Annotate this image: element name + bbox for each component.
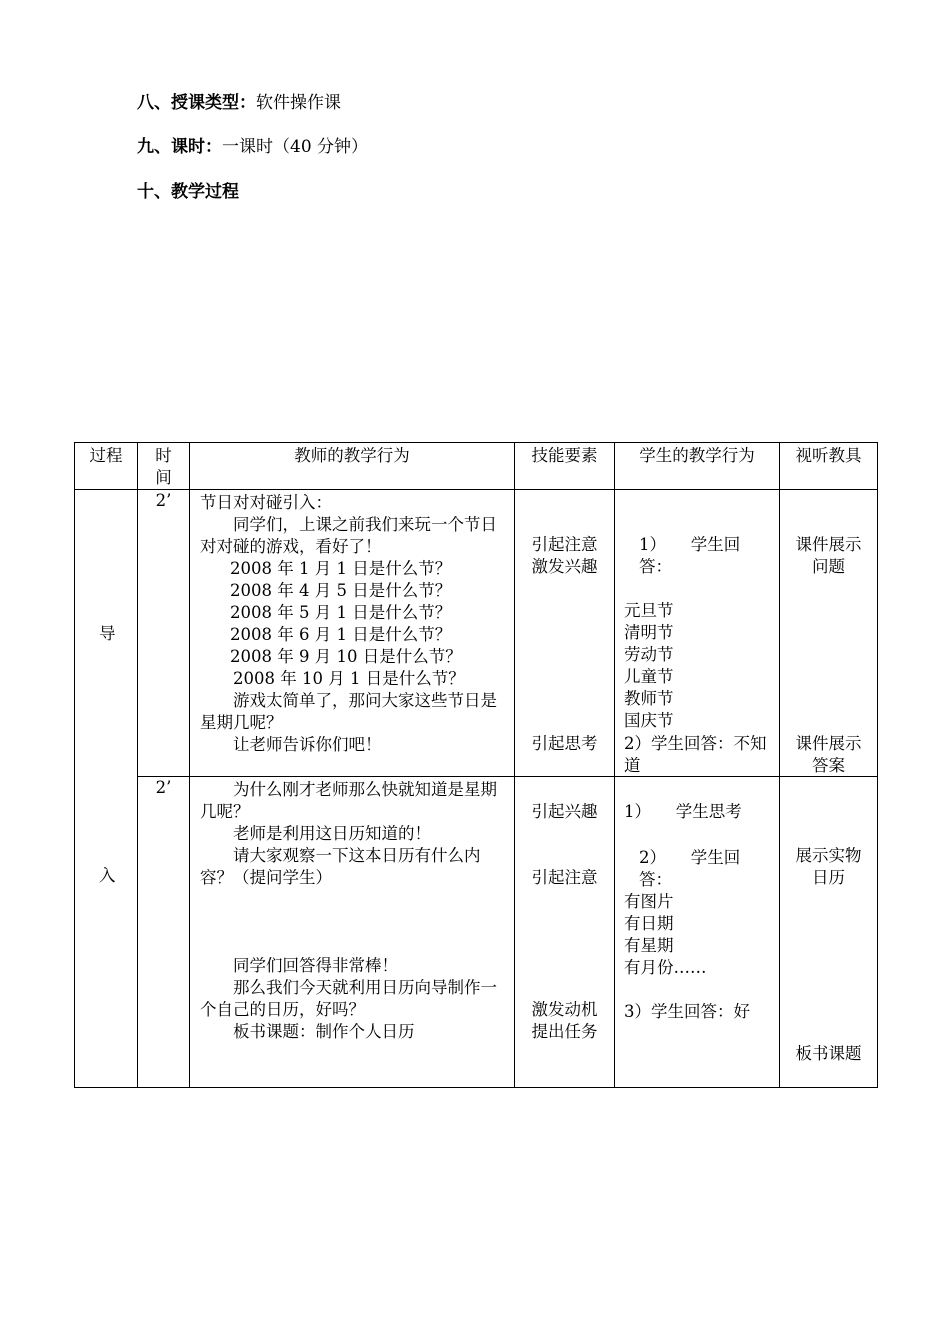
heading-label: 八、授课类型： xyxy=(137,93,256,113)
teacher-line: 让老师告诉你们吧！ xyxy=(233,735,382,754)
student-item: 2） 学生回答： xyxy=(639,848,741,889)
skill-item: 激发兴趣 xyxy=(531,557,598,576)
skill-item: 引起注意 xyxy=(531,868,598,887)
student-item: 1） 学生思考 xyxy=(624,802,742,821)
heading-value: 软件操作课 xyxy=(256,93,341,113)
teacher-line: 2008 年 9 月 10 日是什么节？ xyxy=(230,647,462,666)
teacher-cell xyxy=(190,490,515,777)
student-item: 劳动节 xyxy=(624,645,674,664)
student-item: 国庆节 xyxy=(624,711,674,730)
teacher-cell xyxy=(190,777,515,1088)
header-av-aids: 视听教具 xyxy=(780,443,878,490)
media-item: 课件展示答案 xyxy=(795,734,862,775)
teacher-line: 老师是利用这日历知道的！ xyxy=(233,824,431,843)
skill-item: 激发动机 xyxy=(531,1000,598,1019)
teacher-line: 2008 年 6 月 1 日是什么节？ xyxy=(230,625,452,644)
teacher-line: 那么我们今天就利用日历向导制作一个自己的日历，好吗？ xyxy=(200,978,497,1019)
table-row xyxy=(75,777,878,1088)
header-process: 过程 xyxy=(75,443,138,490)
heading-class-hours xyxy=(137,137,368,157)
teaching-process-table xyxy=(74,442,878,1088)
student-item: 元旦节 xyxy=(624,601,674,620)
skill-item: 引起兴趣 xyxy=(531,802,598,821)
skill-cell xyxy=(515,777,615,1088)
stage-cell xyxy=(75,490,138,1088)
media-cell xyxy=(780,490,878,777)
student-item: 有月份…… xyxy=(624,958,707,977)
media-cell xyxy=(780,777,878,1088)
teacher-line: 请大家观察一下这本日历有什么内容？（提问学生） xyxy=(200,846,481,887)
skill-item: 引起注意 xyxy=(531,535,598,554)
teacher-line: 同学们，上课之前我们来玩一个节日对对碰的游戏，看好了！ xyxy=(200,515,497,556)
teacher-line: 为什么刚才老师那么快就知道是星期几呢？ xyxy=(200,780,497,821)
header-skill-elements: 技能要素 xyxy=(515,443,615,490)
heading-lesson-type xyxy=(137,93,341,113)
skill-item: 提出任务 xyxy=(531,1022,598,1041)
header-time-text: 时间 xyxy=(155,446,172,487)
student-cell xyxy=(615,490,780,777)
time-cell: 2’ xyxy=(138,490,190,777)
teacher-line: 2008 年 5 月 1 日是什么节？ xyxy=(230,603,452,622)
media-item: 板书课题 xyxy=(795,1044,862,1063)
media-item: 展示实物日历 xyxy=(795,846,862,887)
media-item: 课件展示问题 xyxy=(795,535,862,576)
stage-label-top: 导 xyxy=(99,624,116,643)
student-item: 清明节 xyxy=(624,623,674,642)
student-cell xyxy=(615,777,780,1088)
heading-value: 一课时（40 分钟） xyxy=(222,137,369,157)
stage-label-bottom: 入 xyxy=(99,866,116,885)
teacher-line: 节日对对碰引入： xyxy=(200,493,332,512)
teacher-line: 板书课题：制作个人日历 xyxy=(233,1022,415,1041)
teacher-line: 2008 年 4 月 5 日是什么节？ xyxy=(230,581,452,600)
header-teacher-behavior: 教师的教学行为 xyxy=(190,443,515,490)
heading-teaching-process xyxy=(137,182,239,202)
heading-label: 十、教学过程 xyxy=(137,182,239,202)
teacher-line: 2008 年 10 月 1 日是什么节？ xyxy=(233,669,465,688)
student-item: 1） 学生回答： xyxy=(639,535,741,576)
student-item: 有图片 xyxy=(624,892,674,911)
student-item: 有日期 xyxy=(624,914,674,933)
heading-label: 九、课时： xyxy=(137,137,222,157)
student-item: 教师节 xyxy=(624,689,674,708)
teacher-line: 2008 年 1 月 1 日是什么节？ xyxy=(230,559,452,578)
student-item: 有星期 xyxy=(624,936,674,955)
skill-cell xyxy=(515,490,615,777)
teacher-line: 游戏太简单了，那问大家这些节日是星期几呢？ xyxy=(200,691,497,732)
time-cell: 2’ xyxy=(138,777,190,1088)
table-header-row xyxy=(75,443,878,490)
student-item: 2）学生回答：不知道 xyxy=(624,734,767,775)
header-time xyxy=(138,443,190,490)
student-item: 3）学生回答：好 xyxy=(624,1002,750,1021)
teacher-line: 同学们回答得非常棒！ xyxy=(233,956,398,975)
header-student-behavior: 学生的教学行为 xyxy=(615,443,780,490)
skill-item: 引起思考 xyxy=(531,734,598,753)
table-row xyxy=(75,490,878,777)
student-item: 儿童节 xyxy=(624,667,674,686)
